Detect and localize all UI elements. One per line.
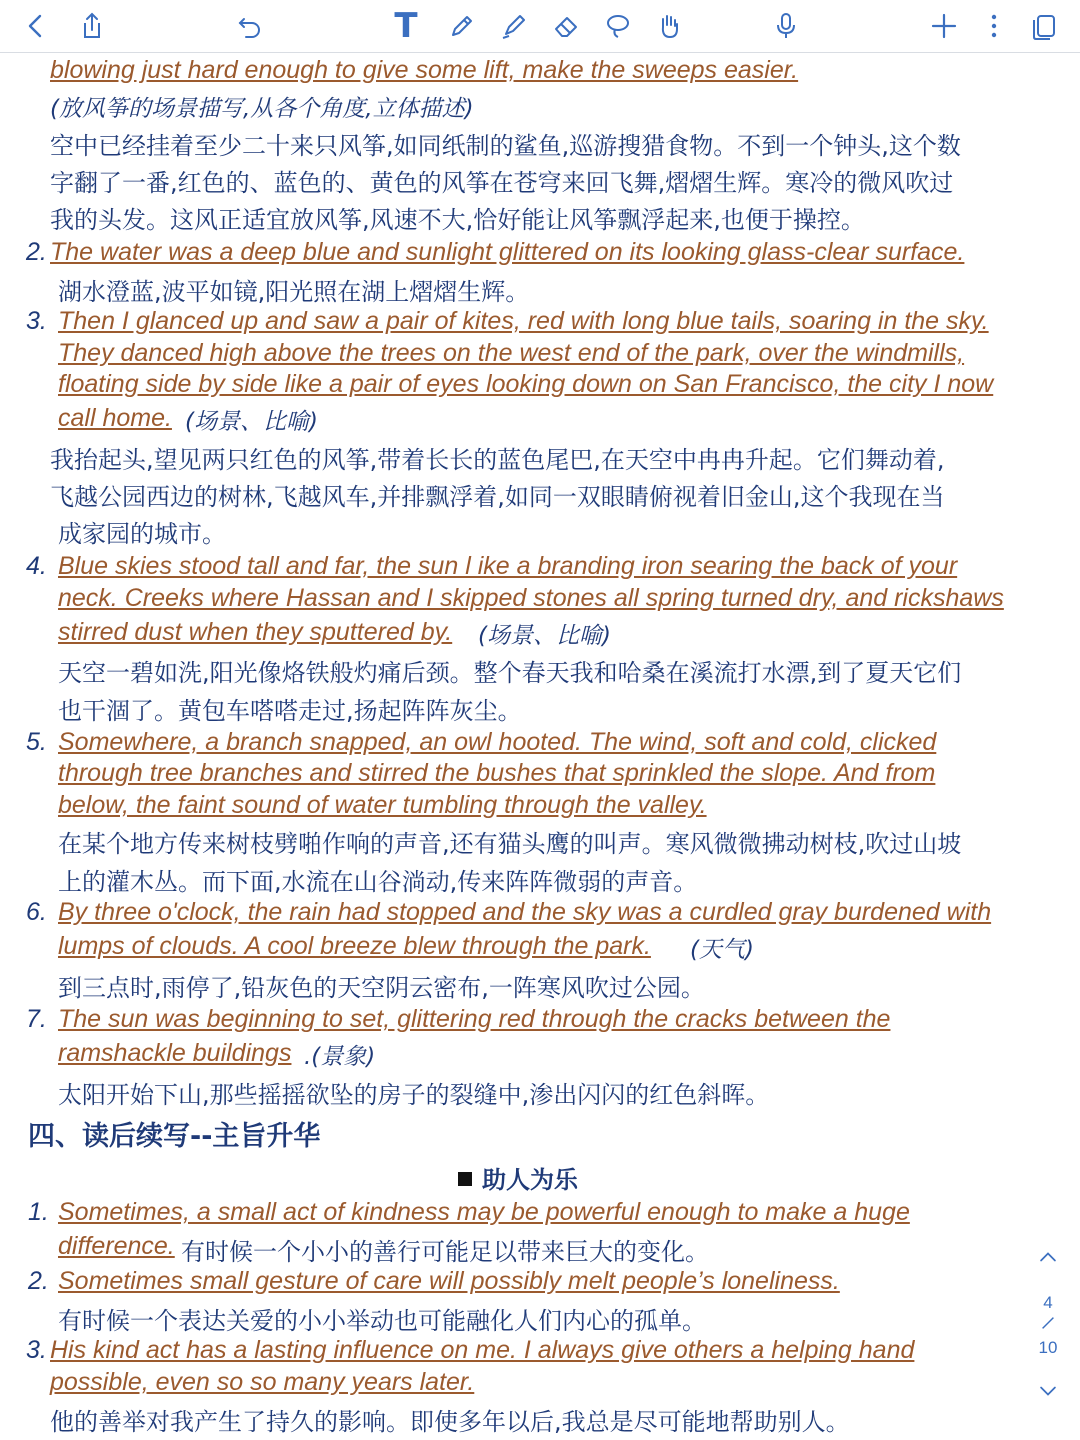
- text-line: 他的善举对我产生了持久的影响。即使多年以后,我总是尽可能地帮助别人。: [50, 1408, 850, 1436]
- text-line: 我的头发。这风正适宜放风筝,风速不大,恰好能让风筝飘浮起来,也便于操控。: [50, 206, 865, 234]
- text-line: floating side by side like a pair of eyes looking down on San Francisco, the city I now: [58, 370, 994, 398]
- page-total: 10: [1038, 1338, 1058, 1357]
- highlighter-icon[interactable]: [494, 6, 534, 46]
- text-line: His kind act has a lasting influence on me. I always give others a helping hand: [50, 1336, 915, 1364]
- page-current: 4: [1043, 1293, 1053, 1312]
- text-line: stirred dust when they sputtered by.: [58, 618, 453, 646]
- microphone-icon[interactable]: [766, 6, 806, 46]
- square-bullet-icon: [458, 1172, 472, 1186]
- add-icon[interactable]: [924, 6, 964, 46]
- undo-icon[interactable]: [230, 6, 270, 46]
- text-line: Then I glanced up and saw a pair of kites, red with long blue tails, soaring in the sky.: [58, 307, 989, 335]
- sub-heading-label: 助人为乐: [482, 1166, 578, 1194]
- text-line: through tree branches and stirred the bushes that sprinkled the slope. And from: [58, 759, 936, 787]
- text-line: lumps of clouds. A cool breeze blew through the park.: [58, 932, 651, 960]
- document-page[interactable]: [0, 52, 1080, 1440]
- pages-icon[interactable]: [1024, 6, 1064, 46]
- text-line: Blue skies stood tall and far, the sun l ike a branding iron searing the back of your: [58, 552, 958, 580]
- text-line: 天空一碧如洗,阳光像烙铁般灼痛后颈。整个春天我和哈桑在溪流打水漂,到了夏天它们: [58, 659, 962, 687]
- text-line: .(景象): [304, 1044, 376, 1070]
- item-number: 7.: [26, 1005, 47, 1033]
- text-line: (场景、比喻): [185, 409, 318, 435]
- sub-heading: [458, 1160, 578, 1195]
- text-line: 湖水澄蓝,波平如镜,阳光照在湖上熠熠生辉。: [58, 278, 530, 306]
- eraser-icon[interactable]: [546, 6, 586, 46]
- text-line: Somewhere, a branch snapped, an owl hooted. The wind, soft and cold, clicked: [58, 728, 937, 756]
- text-line: 有时候一个表达关爱的小小举动也可能融化人们内心的孤单。: [58, 1307, 706, 1335]
- text-line: (场景、比喻): [478, 623, 611, 649]
- text-line: call home.: [58, 404, 172, 432]
- text-line: below, the faint sound of water tumbling through the valley.: [58, 791, 707, 819]
- text-line: 我抬起头,望见两只红色的风筝,带着长长的蓝色尾巴,在天空中冉冉升起。它们舞动着,: [50, 446, 945, 474]
- item-number: 4.: [26, 552, 47, 580]
- item-number: 6.: [26, 898, 47, 926]
- text-line: 有时候一个小小的善行可能足以带来巨大的变化。: [181, 1238, 709, 1266]
- text-line: possible, even so so many years later.: [50, 1368, 475, 1396]
- text-line: 飞越公园西边的树林,飞越风车,并排飘浮着,如同一双眼睛俯视着旧金山,这个我现在当: [50, 483, 945, 511]
- text-line: 太阳开始下山,那些摇摇欲坠的房子的裂缝中,渗出闪闪的红色斜晖。: [58, 1081, 770, 1109]
- text-line: 空中已经挂着至少二十来只风筝,如同纸制的鲨鱼,巡游搜猎食物。不到一个钟头,这个数: [50, 132, 961, 160]
- hand-icon[interactable]: [650, 6, 690, 46]
- text-line: They danced high above the trees on the west end of the park, over the windmills,: [58, 339, 965, 367]
- text-line: 成家园的城市。: [58, 520, 226, 548]
- text-line: 上的灌木丛。而下面,水流在山谷淌动,传来阵阵微弱的声音。: [58, 868, 698, 896]
- text-line: 在某个地方传来树枝劈啪作响的声音,还有猫头鹰的叫声。寒风微微拂动树枝,吹过山坡: [58, 830, 962, 858]
- section-heading: 四、读后续写--主旨升华: [28, 1121, 321, 1152]
- text-line: Sometimes small gesture of care will possibly melt people’s loneliness.: [58, 1267, 840, 1295]
- item-number: 5.: [26, 728, 47, 756]
- text-line: (放风筝的场景描写,从各个角度,立体描述): [50, 96, 474, 122]
- page-divider-icon: [1028, 1314, 1068, 1337]
- text-line: (天气): [690, 937, 754, 963]
- top-toolbar: [0, 0, 1080, 53]
- text-line: The sun was beginning to set, glittering red through the cracks between the: [58, 1005, 891, 1033]
- page-down-icon[interactable]: [1028, 1378, 1068, 1409]
- text-line: blowing just hard enough to give some lift, make the sweeps easier.: [50, 56, 799, 84]
- text-line: difference.: [58, 1232, 175, 1260]
- text-line: Sometimes, a small act of kindness may be powerful enough to make a huge: [58, 1198, 910, 1226]
- item-number: 2.: [28, 1267, 49, 1295]
- more-icon[interactable]: [974, 6, 1014, 46]
- text-line: 也干涸了。黄包车嗒嗒走过,扬起阵阵灰尘。: [58, 697, 522, 725]
- item-number: 3.: [26, 307, 47, 335]
- item-number: 3.: [26, 1336, 47, 1364]
- item-number: 2.: [26, 238, 47, 266]
- text-tool-icon[interactable]: T: [394, 6, 418, 46]
- text-line: 字翻了一番,红色的、蓝色的、黄色的风筝在苍穹来回飞舞,熠熠生辉。寒冷的微风吹过: [50, 169, 954, 197]
- text-line: By three o'clock, the rain had stopped and the sky was a curdled gray burdened with: [58, 898, 992, 926]
- text-line: 到三点时,雨停了,铅灰色的天空阴云密布,一阵寒风吹过公园。: [58, 974, 705, 1002]
- back-icon[interactable]: [16, 6, 56, 46]
- pen-icon[interactable]: [442, 6, 482, 46]
- text-line: neck. Creeks where Hassan and I skipped stones all spring turned dry, and rickshaws: [58, 584, 1004, 612]
- share-icon[interactable]: [72, 6, 112, 46]
- item-number: 1.: [28, 1198, 49, 1226]
- lasso-icon[interactable]: [598, 6, 638, 46]
- text-line: The water was a deep blue and sunlight glittered on its looking glass-clear surface.: [50, 238, 965, 266]
- text-line: ramshackle buildings: [58, 1039, 292, 1067]
- page-up-icon[interactable]: [1028, 1244, 1068, 1275]
